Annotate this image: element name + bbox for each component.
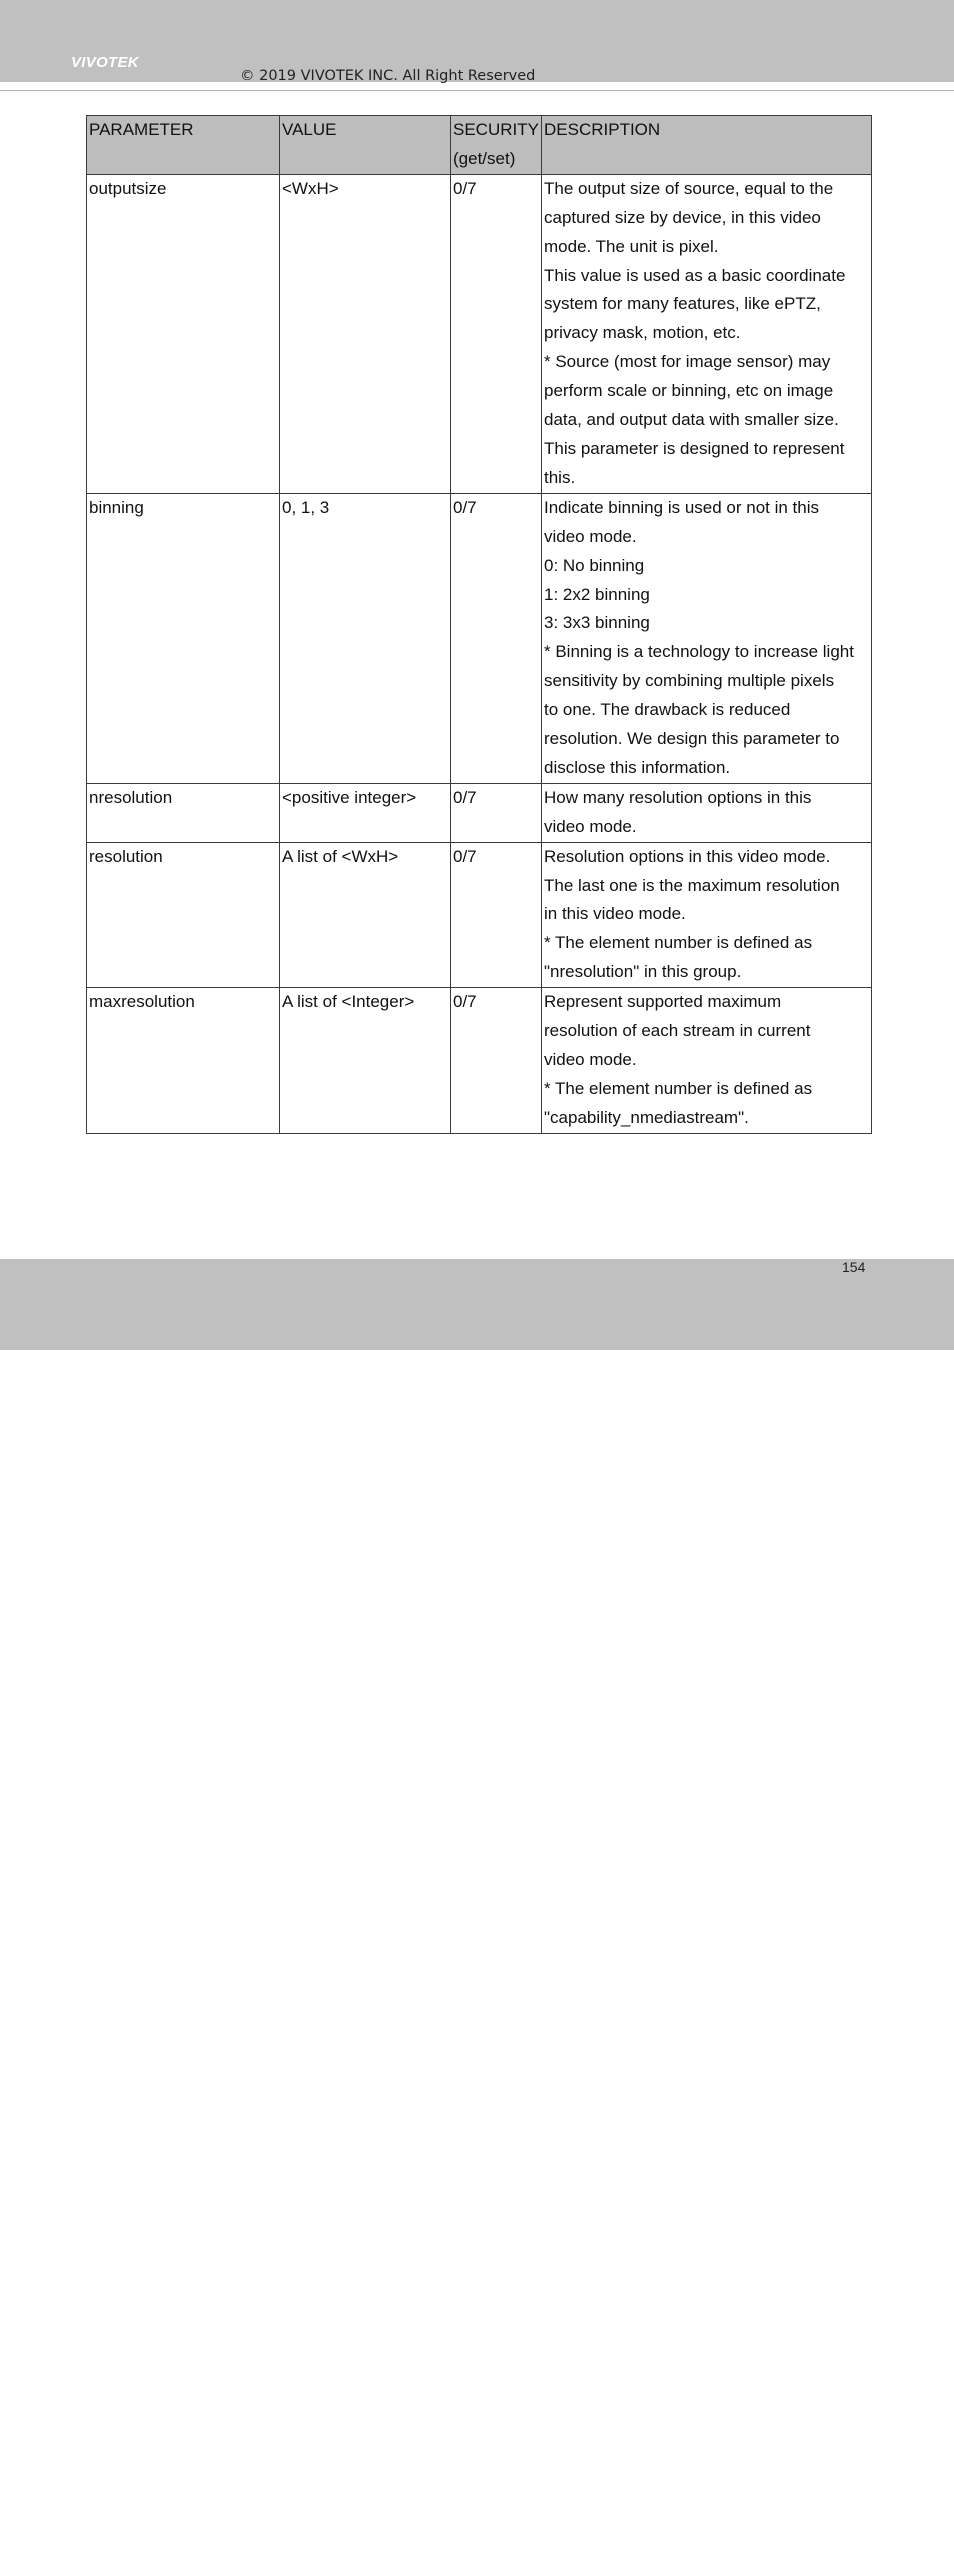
brand-logo-text: VIVOTEK	[71, 54, 139, 71]
header-parameter: PARAMETER	[87, 116, 280, 175]
table-header	[87, 116, 872, 175]
description-cell	[542, 493, 872, 783]
page-number: 154	[842, 1259, 866, 1275]
parameter-cell: resolution	[87, 842, 280, 988]
table-row	[87, 988, 872, 1134]
description-line: * The element number is defined as	[544, 933, 813, 953]
parameter-table	[86, 115, 872, 1134]
description-cell	[542, 783, 872, 842]
value-cell: 0, 1, 3	[280, 493, 451, 783]
description-cell	[542, 174, 872, 493]
parameter-cell: maxresolution	[87, 988, 280, 1134]
description-line: 3: 3x3 binning	[544, 613, 650, 633]
description-line: video mode.	[544, 526, 637, 546]
table-row	[87, 174, 872, 493]
description-line: The last one is the maximum resolution	[544, 875, 840, 895]
security-cell: 0/7	[451, 842, 542, 988]
description-line: data, and output data with smaller size.	[544, 410, 839, 430]
header-description: DESCRIPTION	[542, 116, 872, 175]
description-line: to one. The drawback is reduced	[544, 700, 791, 720]
description-line: How many resolution options in this	[544, 787, 812, 807]
page-header	[0, 0, 954, 82]
description-line: * Source (most for image sensor) may	[544, 352, 831, 372]
description-line: video mode.	[544, 816, 637, 836]
header-divider	[0, 90, 954, 91]
table-row	[87, 493, 872, 783]
description-line: Resolution options in this video mode.	[544, 846, 831, 866]
security-cell: 0/7	[451, 174, 542, 493]
description-line: disclose this information.	[544, 757, 731, 777]
description-line: 1: 2x2 binning	[544, 584, 650, 604]
table-row	[87, 783, 872, 842]
header-security-line: (get/set)	[453, 148, 516, 168]
parameter-cell: outputsize	[87, 174, 280, 493]
description-line: perform scale or binning, etc on image	[544, 381, 834, 401]
table-body	[87, 174, 872, 1133]
value-cell: <WxH>	[280, 174, 451, 493]
description-cell	[542, 988, 872, 1134]
header-security-line: SECURITY	[453, 120, 539, 139]
description-line: privacy mask, motion, etc.	[544, 323, 741, 343]
description-line: video mode.	[544, 1050, 637, 1069]
value-cell: A list of <Integer>	[280, 988, 451, 1134]
description-line: resolution. We design this parameter to	[544, 729, 840, 749]
description-line: * The element number is defined as	[544, 1078, 813, 1098]
description-line: This parameter is designed to represent	[544, 438, 845, 458]
parameter-cell: binning	[87, 493, 280, 783]
description-line: Represent supported maximum	[544, 992, 782, 1012]
header-security	[451, 116, 542, 175]
description-line: this.	[544, 467, 576, 487]
description-line: mode. The unit is pixel.	[544, 236, 719, 256]
copyright-notice: © 2019 VIVOTEK INC. All Right Reserved	[240, 68, 536, 84]
page-footer	[0, 1259, 954, 2550]
parameter-cell: nresolution	[87, 783, 280, 842]
table-row	[87, 842, 872, 988]
description-cell	[542, 842, 872, 988]
description-line: "nresolution" in this group.	[544, 962, 742, 982]
value-cell: <positive integer>	[280, 783, 451, 842]
description-line: 0: No binning	[544, 555, 645, 575]
description-line: The output size of source, equal to the	[544, 178, 834, 198]
description-line: captured size by device, in this video	[544, 207, 821, 227]
description-line: resolution of each stream in current	[544, 1021, 811, 1041]
description-line: "capability_nmediastream".	[544, 1107, 749, 1127]
footer-manual-label: 286 - User's Manual	[69, 2534, 194, 2550]
description-line: sensitivity by combining multiple pixels	[544, 671, 835, 691]
value-cell: A list of <WxH>	[280, 842, 451, 988]
description-line: * Binning is a technology to increase light	[544, 642, 854, 662]
security-cell: 0/7	[451, 988, 542, 1134]
description-line: Indicate binning is used or not in this	[544, 497, 820, 517]
header-value: VALUE	[280, 116, 451, 175]
description-line: This value is used as a basic coordinate	[544, 265, 846, 285]
security-cell: 0/7	[451, 493, 542, 783]
table-header-row	[87, 116, 872, 175]
security-cell: 0/7	[451, 783, 542, 842]
description-line: in this video mode.	[544, 904, 686, 924]
description-line: system for many features, like ePTZ,	[544, 294, 821, 314]
